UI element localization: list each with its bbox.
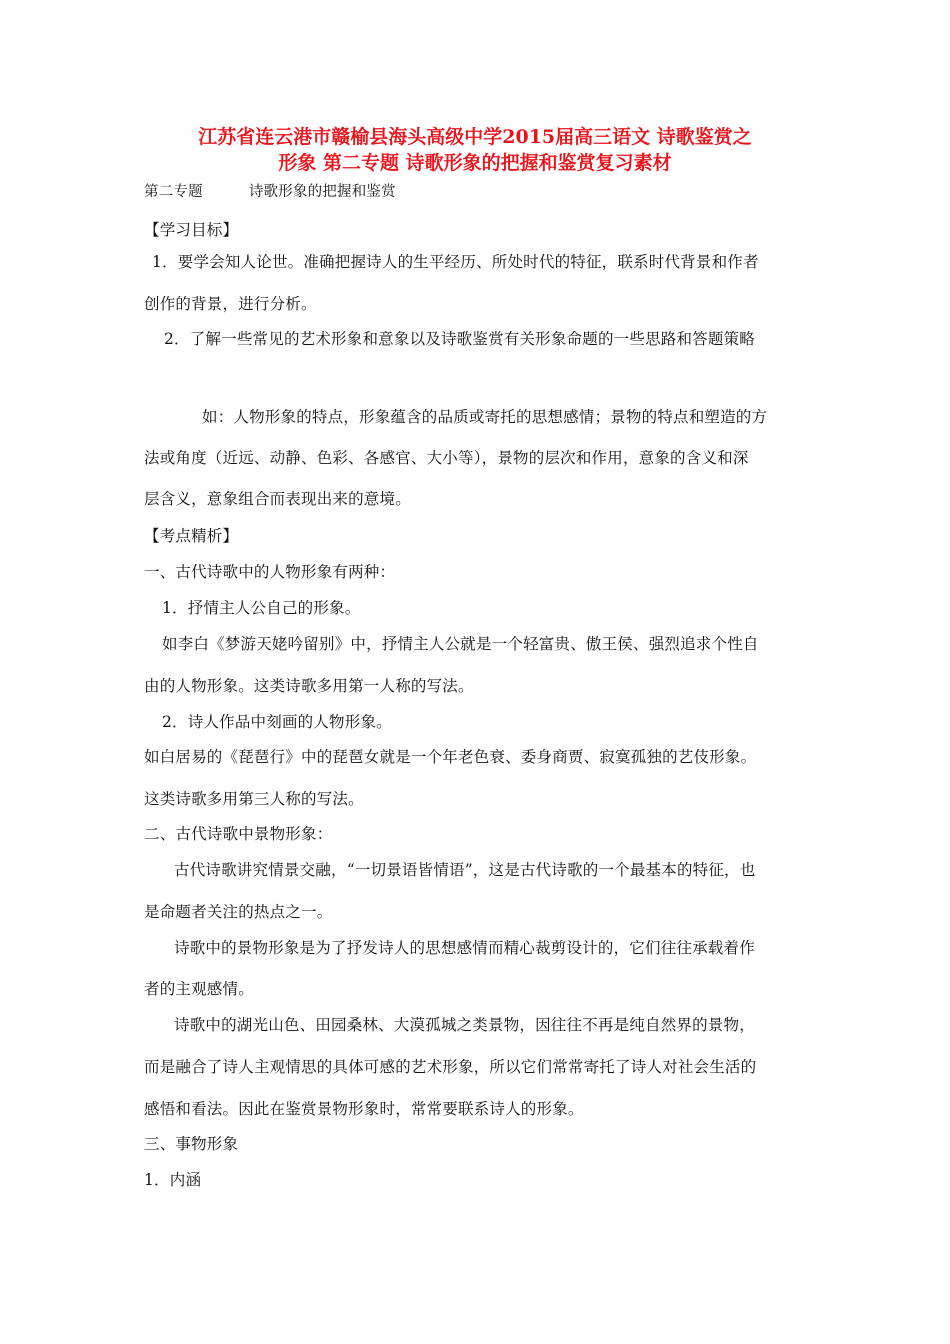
para-5-line-a: 诗歌中的湖光山色、田园桑林、大漠孤城之类景物，因往往不再是纯自然界的景物， — [174, 1016, 755, 1034]
document-title — [140, 124, 810, 176]
subtitle-right: 诗歌形象的把握和鉴赏 — [248, 184, 396, 200]
goal-1-line-b: 创作的背景，进行分析。 — [144, 295, 317, 313]
heading-1-1: 1．抒情主人公自己的形象。 — [162, 599, 361, 617]
para-3-line-a: 古代诗歌讲究情景交融，“一切景语皆情语”，这是古代诗歌的一个最基本的特征，也 — [174, 861, 756, 879]
heading-3: 三、事物形象 — [144, 1135, 239, 1153]
para-4-line-b: 者的主观感情。 — [144, 980, 254, 998]
example-line-a: 如：人物形象的特点，形象蕴含的品质或寄托的思想感情；景物的特点和塑造的方 — [202, 408, 768, 426]
heading-1-2: 2．诗人作品中刻画的人物形象。 — [162, 713, 392, 731]
subtitle-left: 第二专题 — [144, 184, 203, 200]
title-line-2: 形象 第二专题 诗歌形象的把握和鉴赏复习素材 — [278, 152, 672, 174]
title-line-1: 江苏省连云港市赣榆县海头高级中学2015届高三语文 诗歌鉴赏之 — [198, 126, 752, 148]
heading-2: 二、古代诗歌中景物形象： — [144, 825, 333, 843]
section-points-heading: 【考点精析】 — [144, 527, 239, 545]
para-1-line-b: 由的人物形象。这类诗歌多用第一人称的写法。 — [144, 677, 474, 695]
para-3-line-b: 是命题者关注的热点之一。 — [144, 903, 333, 921]
example-line-b: 法或角度（近远、动静、色彩、各感官、大小等），景物的层次和作用，意象的含义和深 — [144, 449, 749, 467]
para-5-line-c: 感悟和看法。因此在鉴赏景物形象时，常常要联系诗人的形象。 — [144, 1100, 584, 1118]
para-5-line-b: 而是融合了诗人主观情思的具体可感的艺术形象，所以它们常常寄托了诗人对社会生活的 — [144, 1058, 757, 1076]
section-goals-heading: 【学习目标】 — [144, 221, 239, 239]
goal-2: 2．了解一些常见的艺术形象和意象以及诗歌鉴赏有关形象命题的一些思路和答题策略 — [164, 330, 755, 348]
subtitle — [144, 180, 396, 201]
goal-1-line-a: 1．要学会知人论世。准确把握诗人的生平经历、所处时代的特征，联系时代背景和作者 — [152, 253, 759, 271]
para-2-line-a: 如白居易的《琵琶行》中的琵琶女就是一个年老色衰、委身商贾、寂寞孤独的艺伎形象。 — [144, 748, 757, 766]
heading-3-1: 1．内涵 — [144, 1171, 202, 1189]
example-line-c: 层含义，意象组合而表现出来的意境。 — [144, 490, 411, 508]
para-4-line-a: 诗歌中的景物形象是为了抒发诗人的思想感情而精心裁剪设计的，它们往往承载着作 — [174, 939, 755, 957]
para-2-line-b: 这类诗歌多用第三人称的写法。 — [144, 790, 364, 808]
heading-1: 一、古代诗歌中的人物形象有两种： — [144, 563, 396, 581]
para-1-line-a: 如李白《梦游天姥吟留别》中，抒情主人公就是一个轻富贵、傲王侯、强烈追求个性自 — [162, 635, 759, 653]
